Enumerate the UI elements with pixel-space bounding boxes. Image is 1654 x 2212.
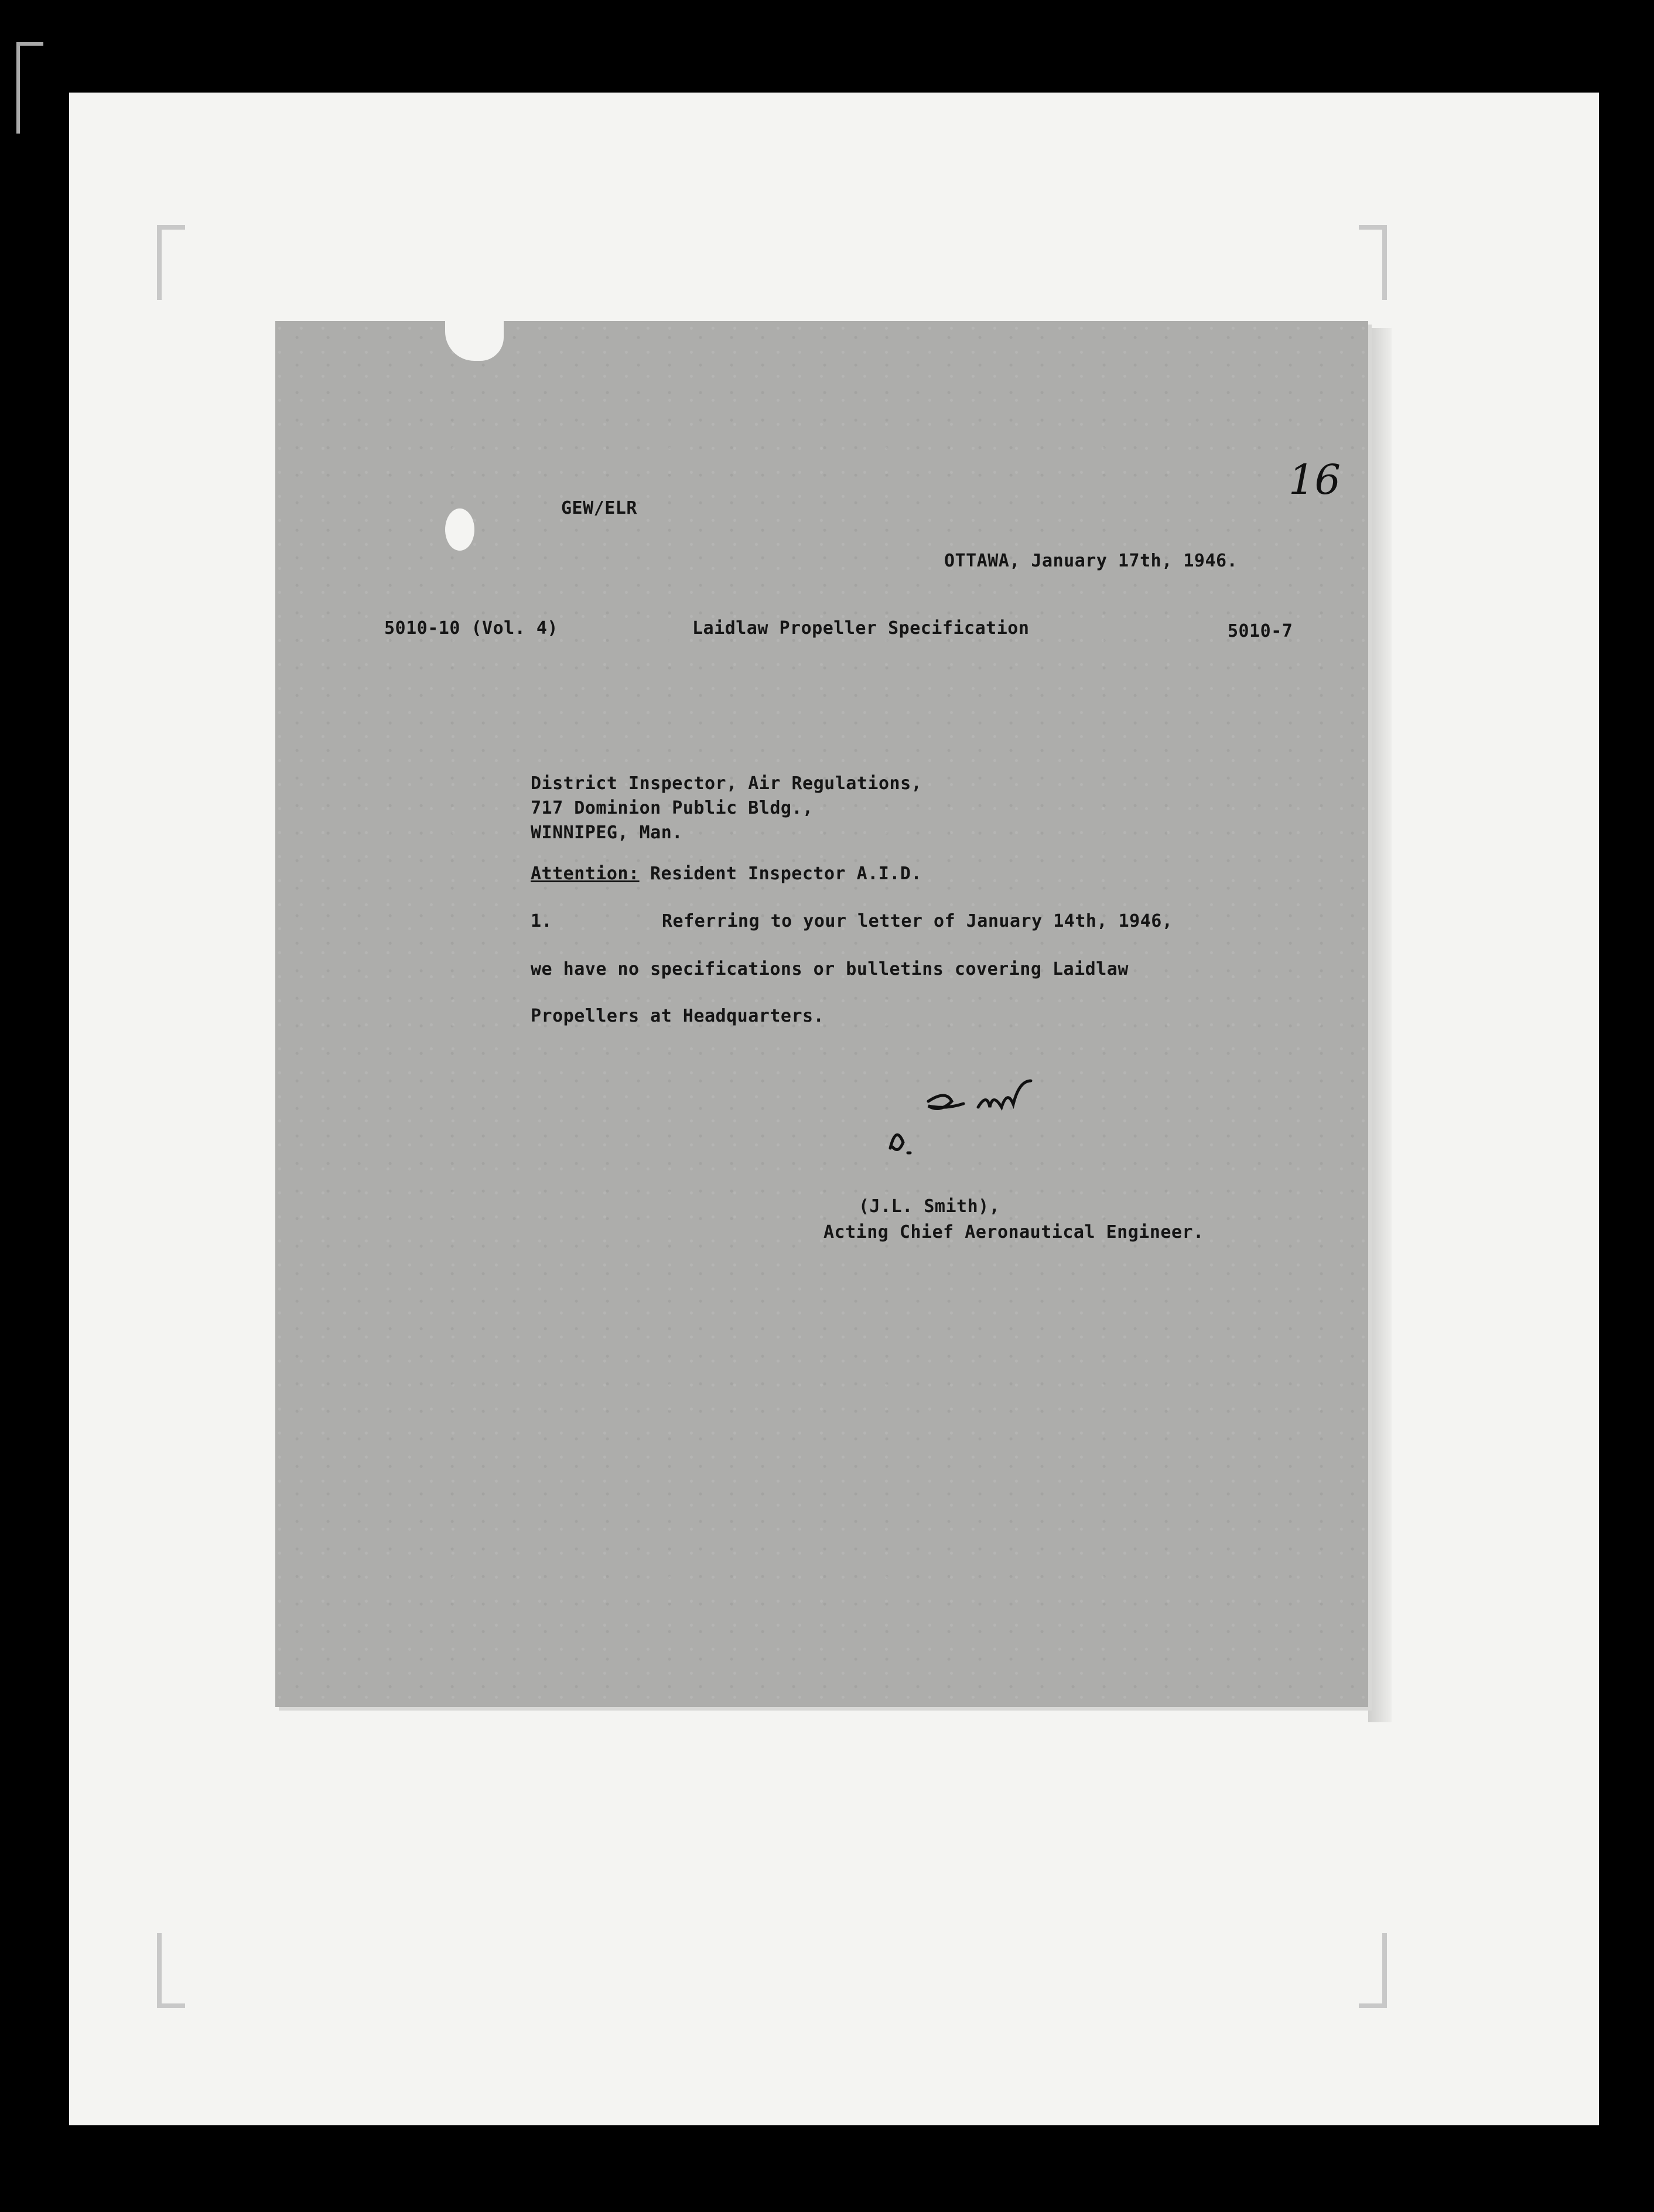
crop-mark-bottom-right (1359, 1933, 1387, 2008)
attention-value: Resident Inspector A.I.D. (650, 863, 922, 884)
punch-hole (445, 508, 474, 551)
attention-label: Attention: (531, 863, 640, 884)
subject-line: Laidlaw Propeller Specification (692, 618, 1030, 639)
address-line: District Inspector, Air Regulations, (531, 773, 922, 794)
signatory-name: (J.L. Smith), (859, 1196, 1000, 1217)
file-number-left: 5010-10 (Vol. 4) (384, 618, 558, 639)
page-number: 16 (1289, 456, 1341, 504)
body-line: Propellers at Headquarters. (531, 1006, 825, 1026)
address-line: 717 Dominion Public Bldg., (531, 798, 814, 818)
reference-initials: GEW/ELR (561, 498, 637, 518)
file-number-right: 5010-7 (1228, 621, 1293, 641)
crop-mark-bottom-left (157, 1933, 185, 2008)
address-line: WINNIPEG, Man. (531, 822, 683, 843)
crop-mark (16, 42, 43, 134)
body-line: we have no specifications or bulletins covering Laidlaw (531, 959, 1129, 979)
place-date: OTTAWA, January 17th, 1946. (944, 551, 1238, 571)
handwritten-signature (867, 1078, 1113, 1172)
paragraph-number: 1. (531, 911, 553, 931)
sheet-edge (1368, 328, 1392, 1722)
crop-mark-top-left (157, 225, 185, 300)
crop-mark-top-right (1359, 225, 1387, 300)
body-line: Referring to your letter of January 14th, 1946, (662, 911, 1173, 931)
signatory-title: Acting Chief Aeronautical Engineer. (823, 1222, 1204, 1242)
